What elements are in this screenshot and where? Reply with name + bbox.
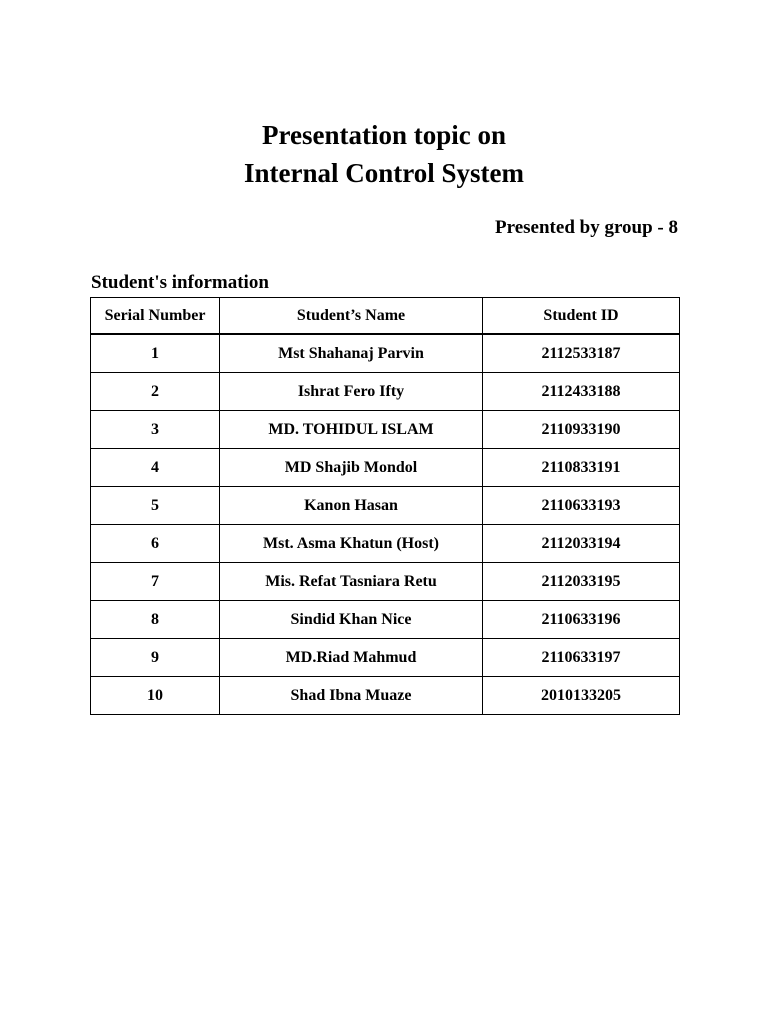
- table-header-row: [91, 298, 680, 335]
- cell-id: 2110933190: [483, 411, 680, 449]
- table-row: [91, 373, 680, 411]
- table-row: [91, 334, 680, 373]
- table-row: [91, 563, 680, 601]
- table-row: [91, 411, 680, 449]
- cell-name: MD.Riad Mahmud: [220, 639, 483, 677]
- cell-id: 2112033195: [483, 563, 680, 601]
- cell-id: 2010133205: [483, 677, 680, 715]
- header-student-name: Student’s Name: [220, 298, 483, 335]
- cell-serial: 1: [91, 334, 220, 373]
- table-row: [91, 677, 680, 715]
- table-row: [91, 639, 680, 677]
- student-info-table: [90, 297, 680, 715]
- cell-name: Kanon Hasan: [220, 487, 483, 525]
- cell-id: 2110833191: [483, 449, 680, 487]
- cell-id: 2112433188: [483, 373, 680, 411]
- header-student-id: Student ID: [483, 298, 680, 335]
- document-title: [0, 116, 768, 192]
- table-row: [91, 449, 680, 487]
- table-row: [91, 601, 680, 639]
- cell-id: 2110633197: [483, 639, 680, 677]
- cell-name: Mst Shahanaj Parvin: [220, 334, 483, 373]
- title-line-1: Presentation topic on: [262, 120, 506, 150]
- cell-id: 2112533187: [483, 334, 680, 373]
- cell-name: Sindid Khan Nice: [220, 601, 483, 639]
- cell-name: Mst. Asma Khatun (Host): [220, 525, 483, 563]
- cell-serial: 8: [91, 601, 220, 639]
- cell-serial: 7: [91, 563, 220, 601]
- cell-serial: 4: [91, 449, 220, 487]
- cell-id: 2110633193: [483, 487, 680, 525]
- cell-serial: 2: [91, 373, 220, 411]
- cell-serial: 5: [91, 487, 220, 525]
- title-line-2: Internal Control System: [244, 158, 524, 188]
- presented-by-text: Presented by group - 8: [495, 217, 678, 238]
- table-row: [91, 487, 680, 525]
- header-serial-number: Serial Number: [91, 298, 220, 335]
- cell-serial: 10: [91, 677, 220, 715]
- cell-id: 2112033194: [483, 525, 680, 563]
- cell-serial: 6: [91, 525, 220, 563]
- table-row: [91, 525, 680, 563]
- cell-serial: 3: [91, 411, 220, 449]
- cell-name: MD Shajib Mondol: [220, 449, 483, 487]
- section-heading: Student's information: [91, 272, 269, 293]
- cell-name: Ishrat Fero Ifty: [220, 373, 483, 411]
- cell-name: Mis. Refat Tasniara Retu: [220, 563, 483, 601]
- cell-id: 2110633196: [483, 601, 680, 639]
- cell-name: MD. TOHIDUL ISLAM: [220, 411, 483, 449]
- cell-name: Shad Ibna Muaze: [220, 677, 483, 715]
- cell-serial: 9: [91, 639, 220, 677]
